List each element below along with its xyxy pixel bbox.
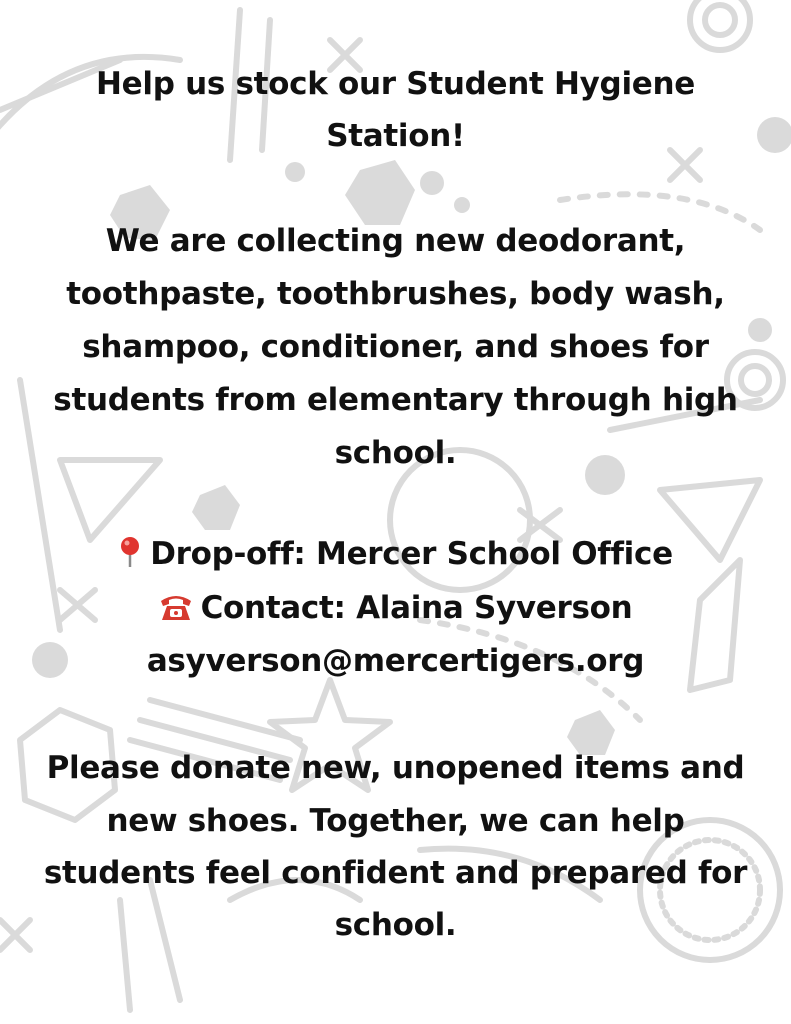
dropoff-line — [0, 536, 791, 576]
contact-email: asyverson@mercertigers.org — [146, 643, 645, 679]
closing-line-4: school. — [334, 907, 457, 943]
closing-line-3: students feel confident and prepared for — [43, 855, 748, 891]
contact-line — [0, 590, 791, 630]
collecting-line-1: We are collecting new deodorant, — [105, 223, 686, 259]
collecting-line-4: students from elementary through high — [53, 382, 738, 418]
round-pushpin-icon — [118, 536, 142, 576]
closing-line-2: new shoes. Together, we can help — [106, 803, 685, 839]
flyer-title-line-2: Station! — [326, 118, 465, 154]
closing-line-1: Please donate new, unopened items and — [46, 750, 745, 786]
collecting-line-2: toothpaste, toothbrushes, body wash, — [66, 276, 725, 312]
telephone-icon — [159, 592, 193, 630]
flyer-title-line-1: Help us stock our Student Hygiene — [96, 66, 695, 102]
dropoff-text: Drop-off: Mercer School Office — [150, 536, 673, 572]
contact-text: Contact: Alaina Syverson — [200, 590, 633, 626]
collecting-line-5: school. — [334, 435, 457, 471]
collecting-line-3: shampoo, conditioner, and shoes for — [82, 329, 709, 365]
